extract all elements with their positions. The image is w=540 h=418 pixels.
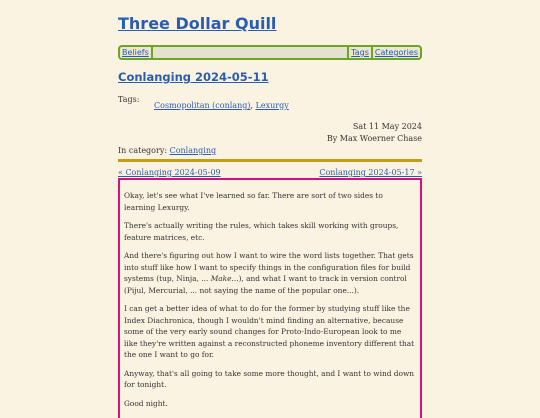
tag-separator: , [250, 101, 256, 110]
nav-link-tags[interactable]: Tags [351, 48, 369, 57]
body-paragraph: Good night. [124, 398, 168, 408]
prev-post-link[interactable]: « Conlanging 2024-05-09 [118, 168, 221, 177]
body-emphasis: Make [210, 274, 232, 283]
body-paragraph [124, 250, 416, 296]
body-paragraph: I can get a better idea of what to do for the former by studying stuff like the Index Diachronica, though I wouldn't mind finding an alternative, because some of the very early sound changes for Proto-Indo-European look to me like they're written against a reconstructed phoneme inventory different that the one I want to go for. [124, 304, 415, 359]
body-text: And there's figuring out how I want to wire the word lists together. That gets into stuff like how I want to specify things in the configuration files for build systems (tup, Ninja, ... [124, 251, 414, 283]
post-title-link[interactable]: Conlanging 2024-05-11 [118, 70, 269, 84]
body-paragraph: There's actually writing the rules, which takes skill working with groups, feature matrices, etc. [124, 221, 399, 242]
nav-link-categories[interactable]: Categories [374, 48, 418, 57]
post-date: Sat 11 May 2024 [352, 122, 422, 131]
tags-label: Tags: [118, 95, 140, 104]
tag-link-lexurgy[interactable]: Lexurgy [255, 101, 289, 110]
divider-rule [118, 159, 422, 162]
body-paragraph: Okay, let's see what I've learned so far. There are sort of two sides to learning Lexurgy. [124, 191, 383, 212]
body-text: ...), and what I want to track in version control (Pijul, Mercurial, ... not saying the name of the popular one...). [124, 274, 407, 295]
post-author: By Max Woerner Chase [326, 134, 422, 143]
nav-bar [118, 45, 422, 60]
post-body [118, 178, 422, 418]
tag-link-cosmopolitan[interactable]: Cosmopolitan (conlang) [154, 101, 251, 110]
tags-list [154, 101, 289, 110]
category-label: In category: [118, 146, 168, 155]
body-paragraph: Anyway, that's all going to take some more thought, and I want to wind down for tonight. [124, 368, 415, 389]
nav-spacer [153, 47, 347, 58]
category-line [118, 146, 216, 155]
nav-link-beliefs[interactable]: Beliefs [122, 48, 149, 57]
category-link-conlanging[interactable]: Conlanging [169, 146, 217, 155]
site-title-link[interactable]: Three Dollar Quill [118, 14, 277, 33]
next-post-link[interactable]: Conlanging 2024-05-17 » [319, 168, 422, 177]
